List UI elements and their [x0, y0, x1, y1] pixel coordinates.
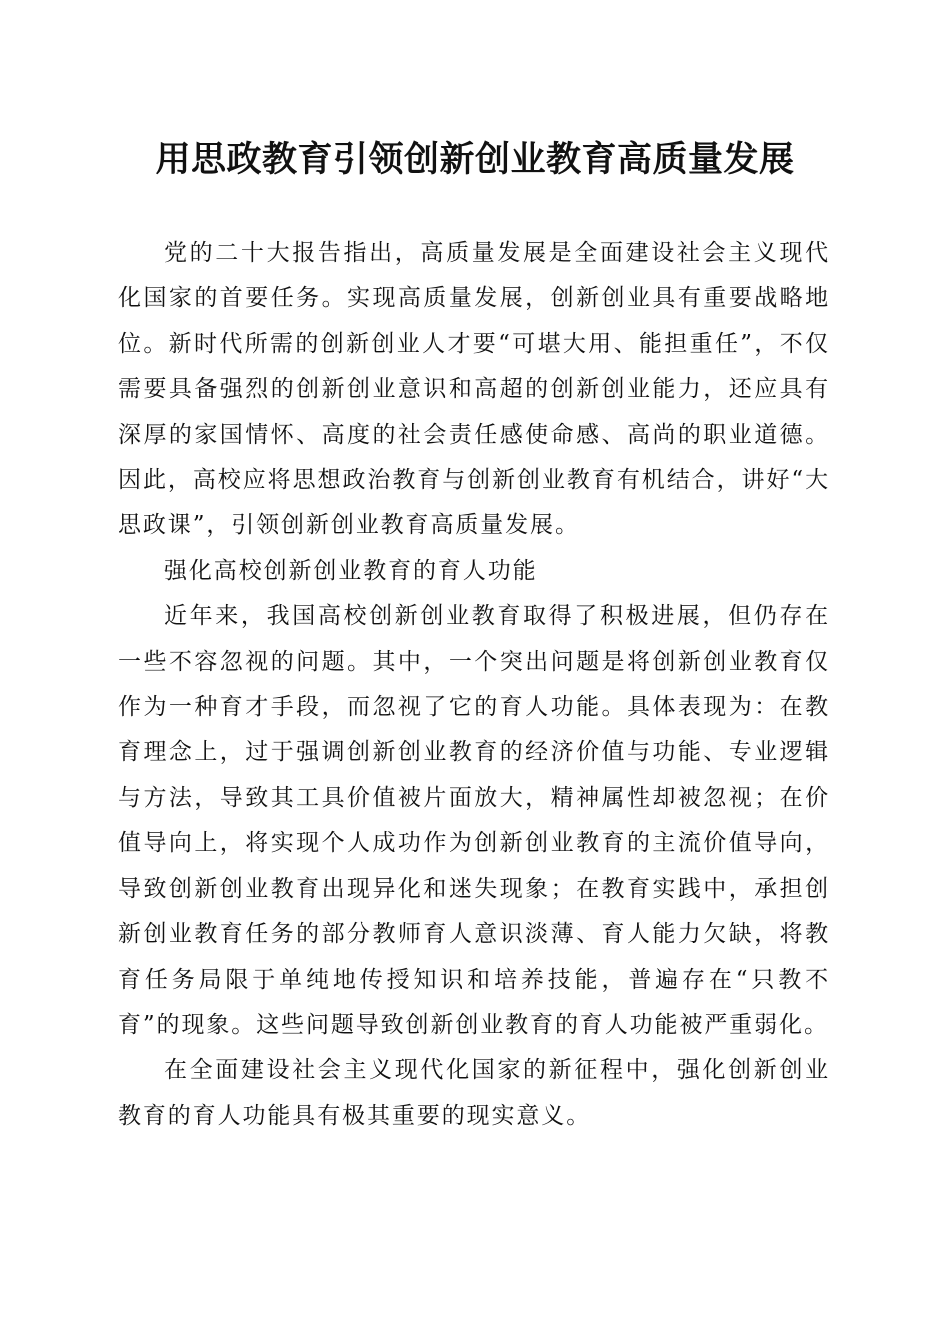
document-title: 用思政教育引领创新创业教育高质量发展 — [155, 139, 795, 180]
paragraph-problems: 近年来，我国高校创新创业教育取得了积极进展，但仍存在一些不容忽视的问题。其中，一个突出问题是将创新创业教育仅作为一种育才手段，而忽视了它的育人功能。具体表现为：在教育理念上，过于强调创新创业教育的经济价值与功能、专业逻辑与方法，导致其工具价值被片面放大，精神属性却被忽视；在价值导向上，将实现个人成功作为创新创业教育的主流价值导向，导致创新创业教育出现异化和迷失现象；在教育实践中，承担创新创业教育任务的部分教师育人意识淡薄、育人能力欠缺，将教育任务局限于单纯地传授知识和培养技能，普遍存在“只教不育”的现象。这些问题导致创新创业教育的育人功能被严重弱化。 — [118, 603, 830, 1038]
paragraph-intro: 党的二十大报告指出，高质量发展是全面建设社会主义现代化国家的首要任务。实现高质量发展，创新创业具有重要战略地位。新时代所需的创新创业人才要“可堪大用、能担重任”，不仅需要具备强烈的创新创业意识和高超的创新创业能力，还应具有深厚的家国情怀、高度的社会责任感使命感、高尚的职业道德。因此，高校应将思想政治教育与创新创业教育有机结合，讲好“大思政课”，引领创新创业教育高质量发展。 — [118, 240, 830, 539]
paragraph-significance: 在全面建设社会主义现代化国家的新征程中，强化创新创业教育的育人功能具有极其重要的现实意义。 — [118, 1057, 830, 1129]
section-heading: 强化高校创新创业教育的育人功能 — [164, 557, 538, 584]
document-body — [118, 231, 830, 1139]
